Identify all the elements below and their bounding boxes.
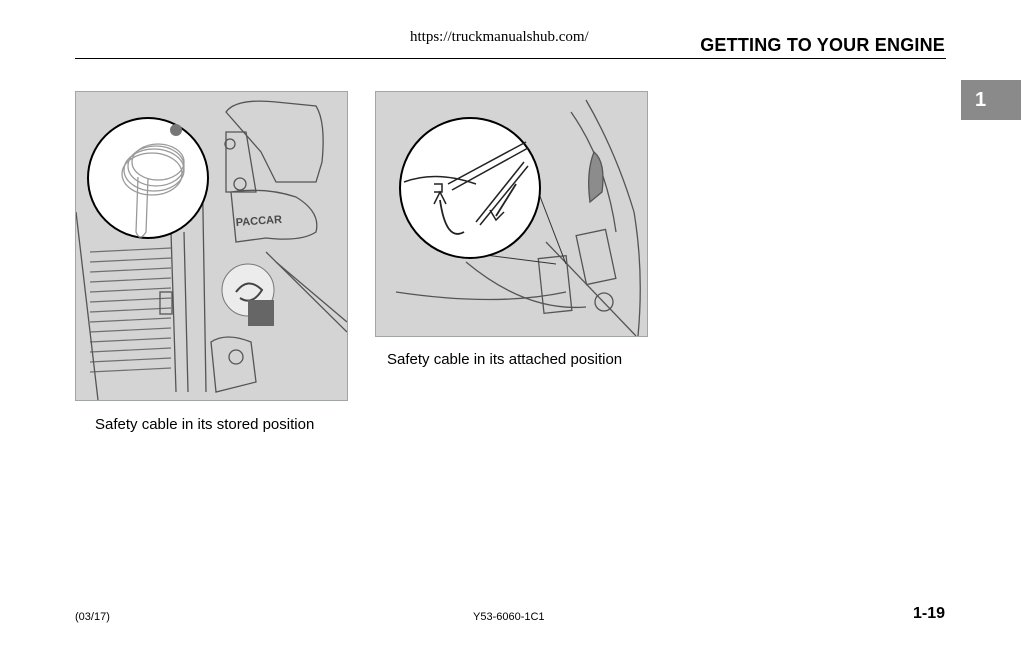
figure-cable-attached: [375, 91, 648, 337]
footer-date: (03/17): [75, 611, 110, 623]
section-title: GETTING TO YOUR ENGINE: [700, 35, 945, 55]
chapter-tab: 1: [961, 80, 1021, 120]
cable-stored-illustration: [76, 92, 347, 400]
paccar-logo: PACCAR: [235, 213, 283, 229]
header-url: https://truckmanualshub.com/: [410, 29, 589, 45]
footer-doc-number: Y53-6060-1C1: [473, 611, 545, 623]
cable-attached-illustration: [376, 92, 647, 336]
header-rule: [75, 58, 946, 59]
figure-caption-attached: Safety cable in its attached position: [387, 351, 623, 368]
page-number: 1-19: [912, 605, 945, 622]
figure-caption-stored: Safety cable in its stored position: [95, 416, 315, 433]
figure-cable-stored: [75, 91, 348, 401]
